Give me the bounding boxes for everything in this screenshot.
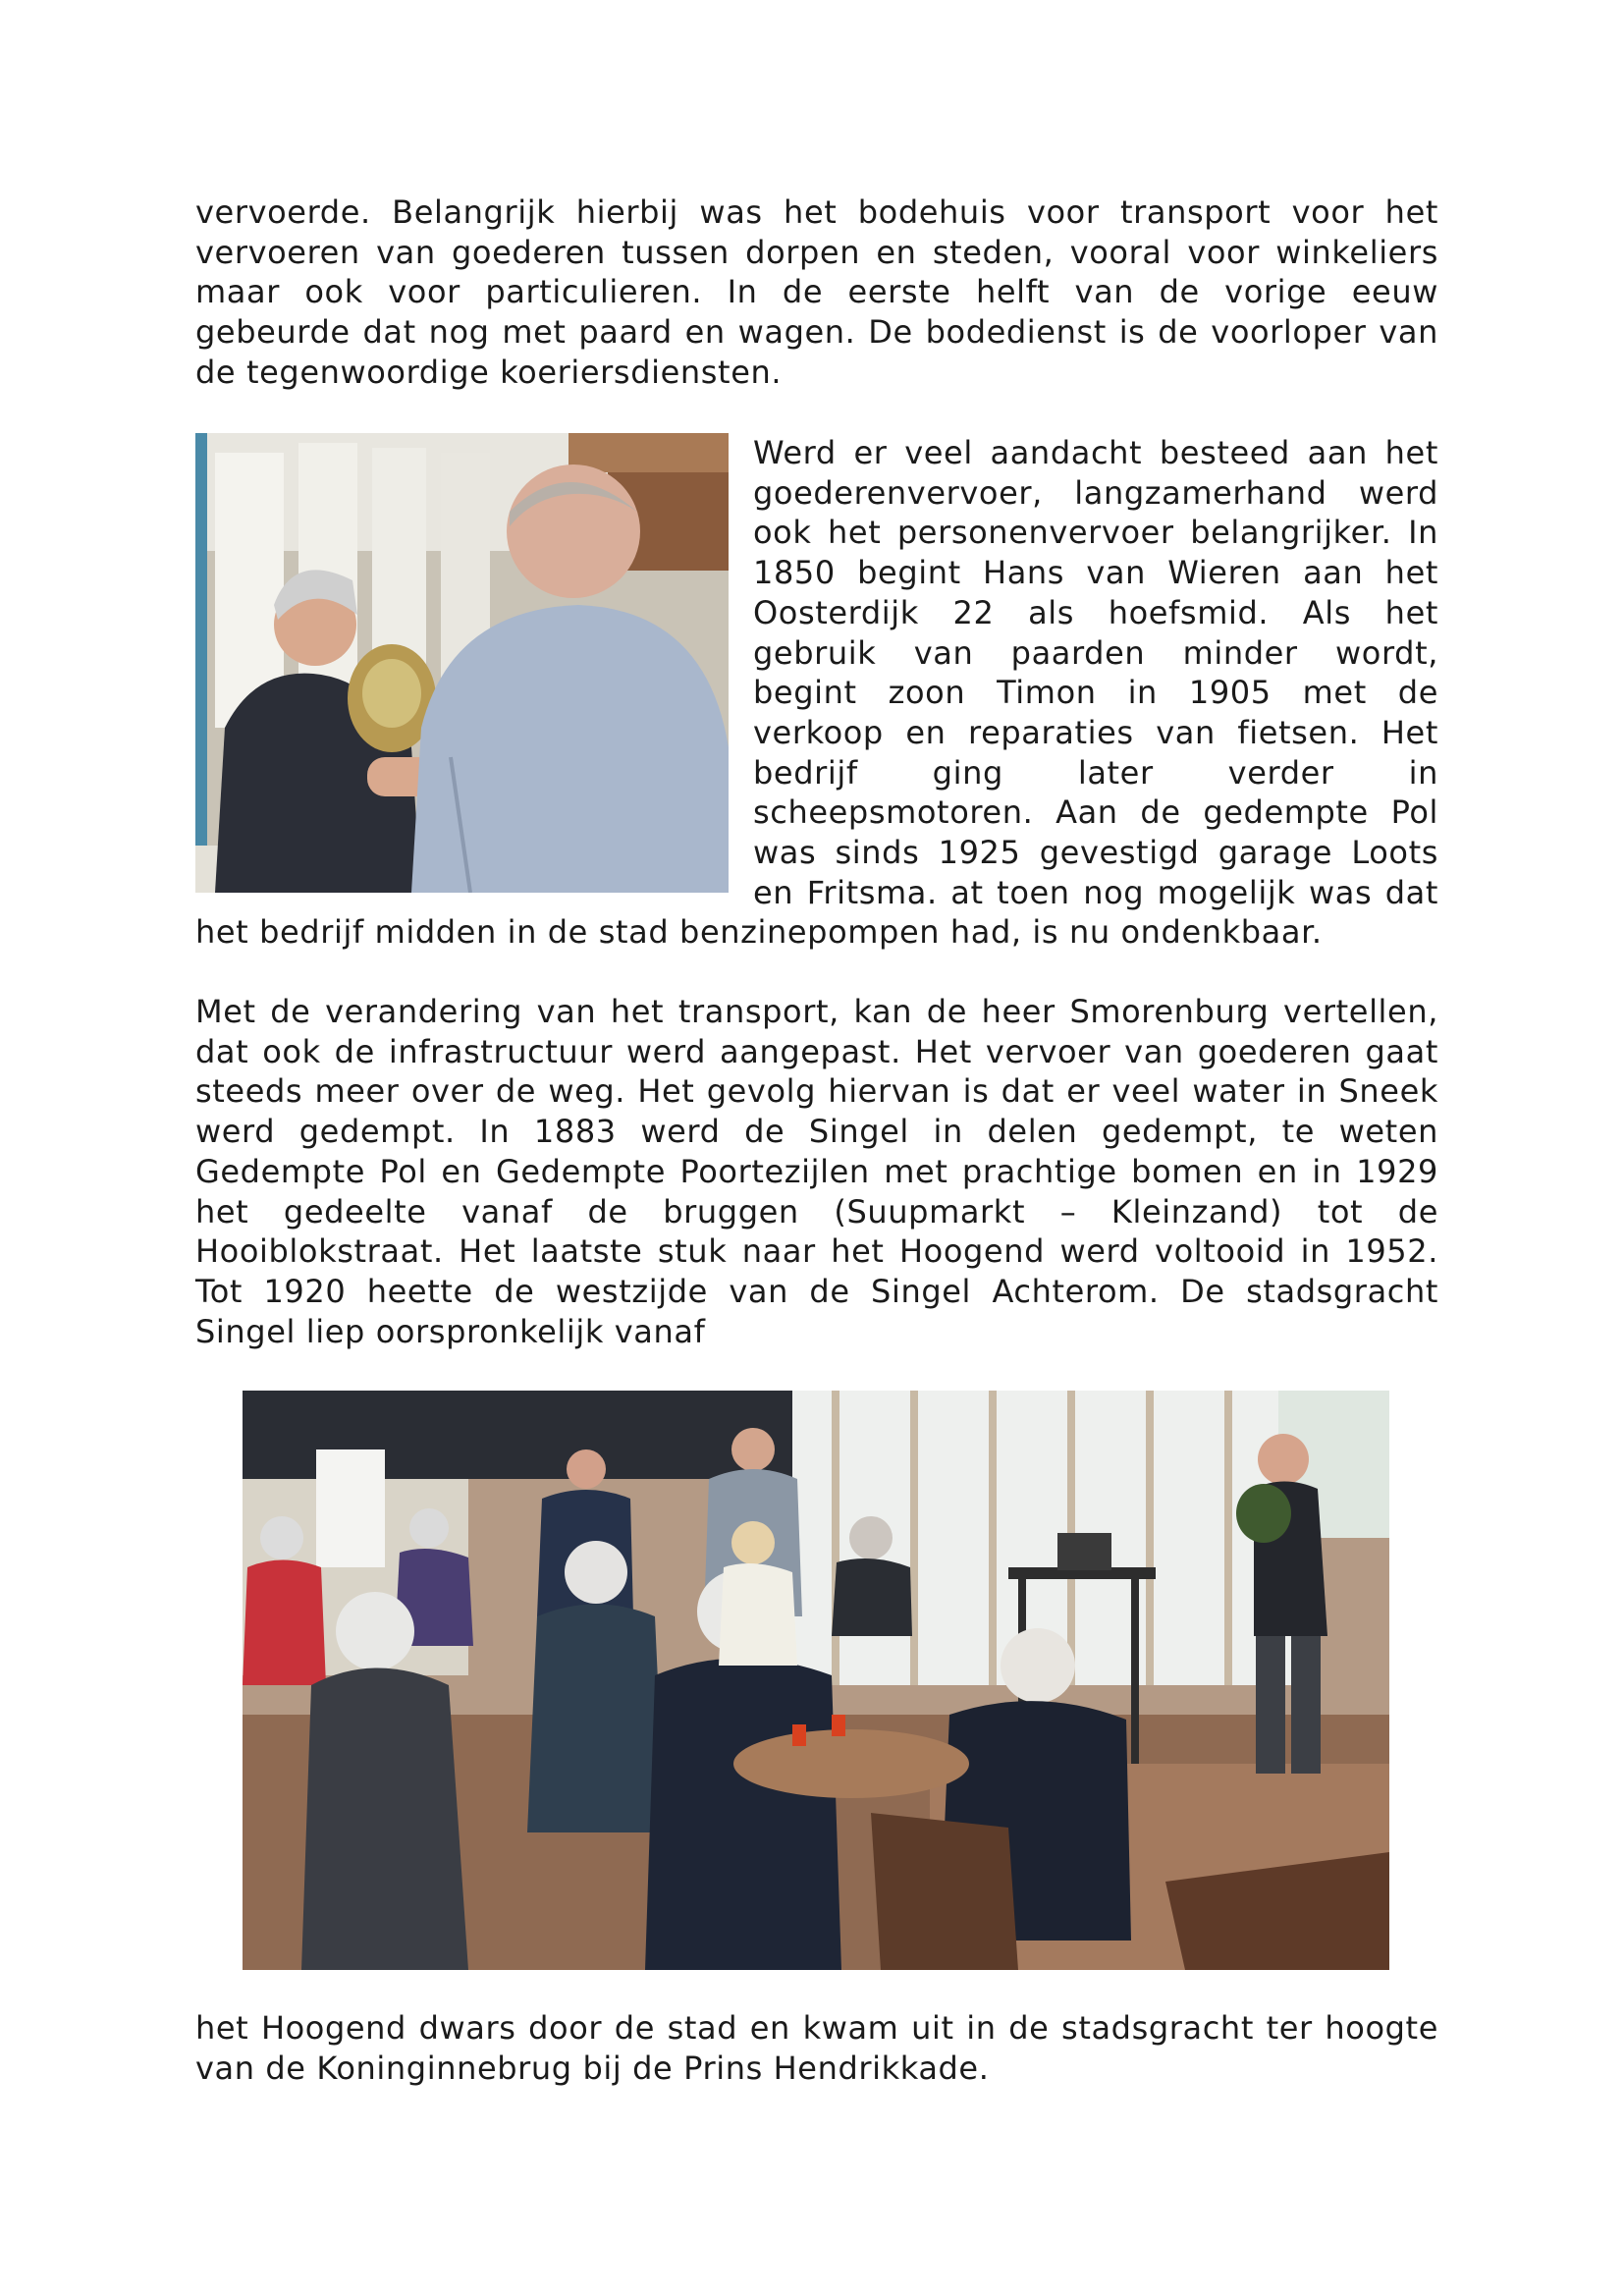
text-line: 1850 begint Hans van Wieren aan het — [753, 554, 1438, 592]
paragraph-hoogend: het Hoogend dwars door de stad en kwam uit in de stadsgracht ter hoogte van de Koninginnebrug bij de Prins Hendrikkade. — [195, 2009, 1438, 2087]
photo-gift-presentation-image — [195, 433, 729, 893]
photo-audience-lecture-image — [243, 1391, 1389, 1970]
text-line: goederenvervoer, langzamerhand werd — [753, 473, 1438, 512]
text-line: verkoop en reparaties van fietsen. Het — [753, 713, 1438, 751]
text-line: Oosterdijk 22 als hoefsmid. Als het — [753, 593, 1438, 631]
paragraph-vervoer-wrapped — [753, 433, 1438, 912]
text-line: bedrijf ging later verder in — [753, 753, 1438, 792]
paragraph-bodedienst: vervoerde. Belangrijk hierbij was het bodehuis voor transport voor het vervoeren van goederen tussen dorpen en steden, vooral voor winkeliers maar ook voor particulieren. In de eerste helft van de vorige eeuw gebeurde dat nog met paard en wagen. De bodedienst is de voorloper van de tegenwoordige koeriersdiensten. — [195, 193, 1438, 391]
text-line: gebruik van paarden minder wordt, — [753, 633, 1438, 672]
photo-audience-lecture — [243, 1391, 1389, 1970]
paragraph-vervoer-tail: het bedrijf midden in de stad benzinepompen had, is nu ondenkbaar. — [195, 913, 1323, 951]
paragraph-infrastructuur: Met de verandering van het transport, kan de heer Smorenburg vertellen, dat ook de infrastructuur werd aangepast. Het vervoer van goederen gaat steeds meer over de weg. Het gevolg hiervan is dat er veel water in Sneek werd gedempt. In 1883 werd de Singel in delen gedempt, te weten Gedempte Pol en Gedempte Poortezijlen met prachtige bomen en in 1929 het gedeelte vanaf de bruggen (Suupmarkt – Kleinzand) tot de Hooiblokstraat. Het laatste stuk naar het Hoogend werd voltooid in 1952. Tot 1920 heette de westzijde van de Singel Achterom. De stadsgracht Singel liep oorspronkelijk vanaf — [195, 993, 1438, 1350]
text-line: was sinds 1925 gevestigd garage Loots — [753, 834, 1438, 872]
text-line: ook het personenvervoer belangrijker. In — [753, 514, 1438, 552]
text-line: en Fritsma. at toen nog mogelijk was dat — [753, 873, 1438, 911]
text-line: Werd er veel aandacht besteed aan het — [753, 434, 1438, 471]
photo-gift-presentation — [195, 433, 729, 893]
text-line: scheepsmotoren. Aan de gedempte Pol — [753, 793, 1438, 832]
text-line: begint zoon Timon in 1905 met de — [753, 674, 1438, 712]
